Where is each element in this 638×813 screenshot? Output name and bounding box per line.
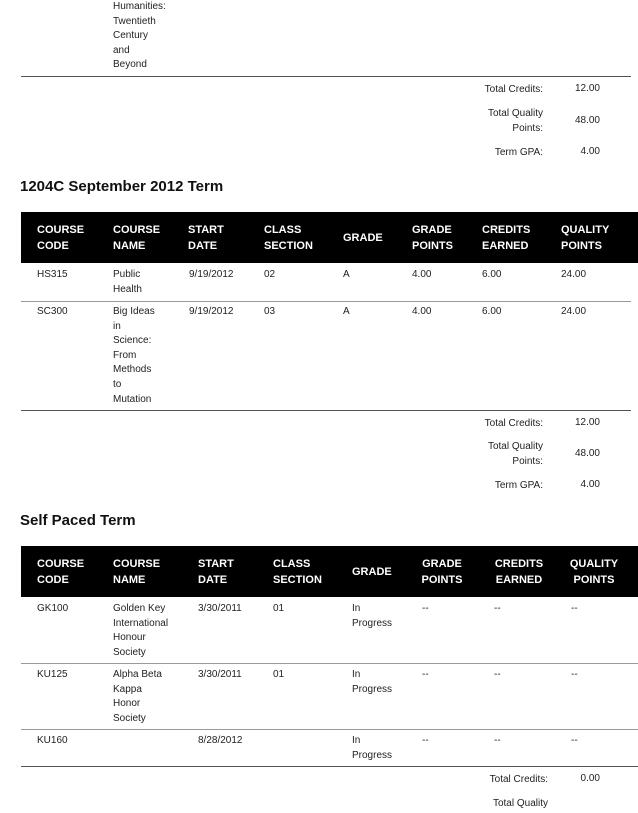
cell-course-name: [113, 602, 168, 660]
course-name-line: Century: [113, 30, 149, 42]
course-name-line: Honour: [113, 632, 146, 644]
term-gpa-label: Term GPA:: [494, 147, 543, 158]
cell-class-section: 01: [273, 603, 285, 614]
total-credits-label: Total Credits:: [484, 418, 543, 429]
grade-line: Progress: [352, 683, 393, 695]
header-quality-points: [561, 222, 609, 254]
header-line: SECTION: [264, 240, 313, 252]
total-quality-points-label: Total Quality: [492, 798, 548, 809]
cell-quality-points: --: [571, 735, 578, 746]
header-line: CREDITS: [482, 224, 531, 236]
cell-quality-points: 24.00: [561, 306, 587, 317]
table-bottom-divider: [21, 766, 638, 767]
cell-credits-earned: 6.00: [482, 306, 502, 317]
course-name-line: Beyond: [113, 59, 147, 71]
cell-credits-earned: --: [494, 603, 501, 614]
total-quality-points-label: [440, 107, 543, 136]
header-line: CLASS: [273, 558, 311, 570]
cell-class-section: 02: [264, 269, 276, 280]
grade-line: In: [352, 669, 361, 680]
total-credits-label: Total Credits:: [484, 84, 543, 95]
header-grade: GRADE: [352, 566, 392, 578]
header-line: POINTS: [573, 574, 615, 586]
cell-quality-points: --: [571, 603, 578, 614]
header-line: POINTS: [421, 574, 463, 586]
cell-quality-points: 24.00: [561, 269, 587, 280]
cell-start-date: 8/28/2012: [198, 735, 243, 746]
term-title: 1204C September 2012 Term: [20, 178, 224, 195]
course-name-line: Alpha Beta: [113, 669, 162, 680]
header-line: QUALITY: [569, 558, 619, 570]
header-line: COURSE: [113, 224, 161, 236]
cell-course-name: [113, 668, 162, 726]
header-line: POINTS: [412, 240, 453, 252]
header-class-section: [264, 222, 313, 254]
header-course-name: [113, 222, 160, 254]
cell-grade: A: [343, 269, 350, 280]
header-grade-points: [412, 222, 453, 254]
header-line: CREDITS: [494, 558, 544, 570]
header-line: NAME: [113, 240, 146, 252]
cell-class-section: 03: [264, 306, 276, 317]
course-name-line: Honor: [113, 698, 141, 710]
label-line: Total Quality: [487, 108, 543, 119]
header-line: COURSE: [37, 224, 85, 236]
header-course-code: [37, 222, 84, 254]
cell-grade-points: 4.00: [412, 269, 432, 280]
header-credits-earned: [482, 222, 530, 254]
course-name-line: Golden Key: [113, 603, 166, 614]
header-line: EARNED: [495, 574, 543, 586]
header-line: SECTION: [273, 574, 322, 586]
header-course-code: [37, 556, 84, 588]
header-line: POINTS: [561, 240, 602, 252]
grade-line: In: [352, 603, 361, 614]
header-line: QUALITY: [561, 224, 610, 236]
term-title: Self Paced Term: [20, 512, 136, 529]
previous-course-name: [113, 0, 166, 73]
row-divider: [21, 301, 631, 302]
cell-course-code: SC300: [37, 306, 68, 317]
cell-grade-points: --: [422, 735, 429, 746]
course-name-line: Public: [113, 269, 141, 280]
course-name-line: to: [113, 378, 122, 390]
course-name-line: in: [113, 320, 121, 332]
cell-grade: [352, 602, 392, 631]
total-quality-points-value: 48.00: [574, 448, 600, 459]
cell-grade-points: 4.00: [412, 306, 432, 317]
cell-course-code: HS315: [37, 269, 68, 280]
course-name-line: Society: [113, 646, 146, 658]
cell-start-date: 3/30/2011: [198, 669, 242, 680]
header-grade: GRADE: [343, 232, 383, 244]
header-start-date: [198, 556, 234, 588]
grade-line: Progress: [352, 617, 393, 629]
course-name-line: Society: [113, 712, 146, 724]
header-line: START: [198, 558, 234, 570]
table-bottom-divider: [21, 76, 631, 77]
header-line: DATE: [198, 574, 228, 586]
term-gpa-value: 4.00: [580, 479, 600, 490]
cell-course-name: [113, 268, 142, 297]
header-class-section: [273, 556, 322, 588]
header-line: NAME: [113, 574, 146, 586]
cell-course-code: KU160: [37, 735, 68, 746]
course-name-line: From: [113, 349, 137, 361]
term-gpa-label: Term GPA:: [494, 480, 543, 491]
row-divider: [21, 729, 638, 730]
cell-start-date: 3/30/2011: [198, 603, 242, 614]
header-line: CODE: [37, 240, 69, 252]
cell-course-name: [113, 305, 155, 407]
header-grade-points: [420, 556, 464, 588]
total-quality-points-value: 48.00: [574, 115, 600, 126]
header-line: START: [188, 224, 224, 236]
cell-start-date: 9/19/2012: [189, 269, 234, 280]
cell-grade: [352, 734, 392, 763]
cell-grade-points: --: [422, 603, 429, 614]
cell-grade-points: --: [422, 669, 429, 680]
table-header: [21, 546, 638, 597]
cell-credits-earned: --: [494, 735, 501, 746]
header-line: CLASS: [264, 224, 302, 236]
course-name-line: Big Ideas: [113, 306, 155, 317]
total-quality-points-label: [440, 440, 543, 469]
course-name-line: International: [113, 617, 169, 629]
total-credits-value: 12.00: [574, 417, 600, 428]
label-line: Total Quality: [487, 441, 543, 452]
course-name-line: Humanities:: [113, 1, 166, 12]
course-name-line: Mutation: [113, 393, 152, 405]
header-course-name: [113, 556, 160, 588]
grade-line: In: [352, 735, 361, 746]
cell-course-code: GK100: [37, 603, 69, 614]
cell-grade: [352, 668, 392, 697]
cell-course-code: KU125: [37, 669, 68, 680]
total-credits-value: 12.00: [574, 83, 600, 94]
header-line: EARNED: [482, 240, 529, 252]
course-name-line: Kappa: [113, 683, 142, 695]
header-line: GRADE: [412, 224, 452, 236]
cell-grade: A: [343, 306, 350, 317]
header-line: COURSE: [113, 558, 161, 570]
cell-quality-points: --: [571, 669, 578, 680]
header-line: CODE: [37, 574, 69, 586]
course-name-line: Health: [113, 283, 142, 295]
header-line: DATE: [188, 240, 218, 252]
header-line: GRADE: [422, 558, 462, 570]
label-line: Points:: [512, 122, 543, 134]
course-name-line: Twentieth: [113, 15, 156, 27]
header-line: COURSE: [37, 558, 85, 570]
cell-start-date: 9/19/2012: [189, 306, 234, 317]
header-credits-earned: [491, 556, 547, 588]
course-name-line: and: [113, 44, 130, 56]
table-header: [21, 212, 638, 263]
cell-credits-earned: 6.00: [482, 269, 502, 280]
course-name-line: Science:: [113, 335, 152, 347]
total-credits-label: Total Credits:: [489, 774, 548, 785]
label-line: Points:: [512, 455, 543, 467]
total-credits-value: 0.00: [580, 773, 600, 784]
grade-line: Progress: [352, 749, 393, 761]
header-quality-points: [567, 556, 621, 588]
course-name-line: Methods: [113, 364, 152, 376]
cell-class-section: 01: [273, 669, 285, 680]
header-start-date: [188, 222, 224, 254]
term-gpa-value: 4.00: [580, 146, 600, 157]
cell-credits-earned: --: [494, 669, 501, 680]
table-bottom-divider: [21, 410, 631, 411]
row-divider: [21, 663, 638, 664]
